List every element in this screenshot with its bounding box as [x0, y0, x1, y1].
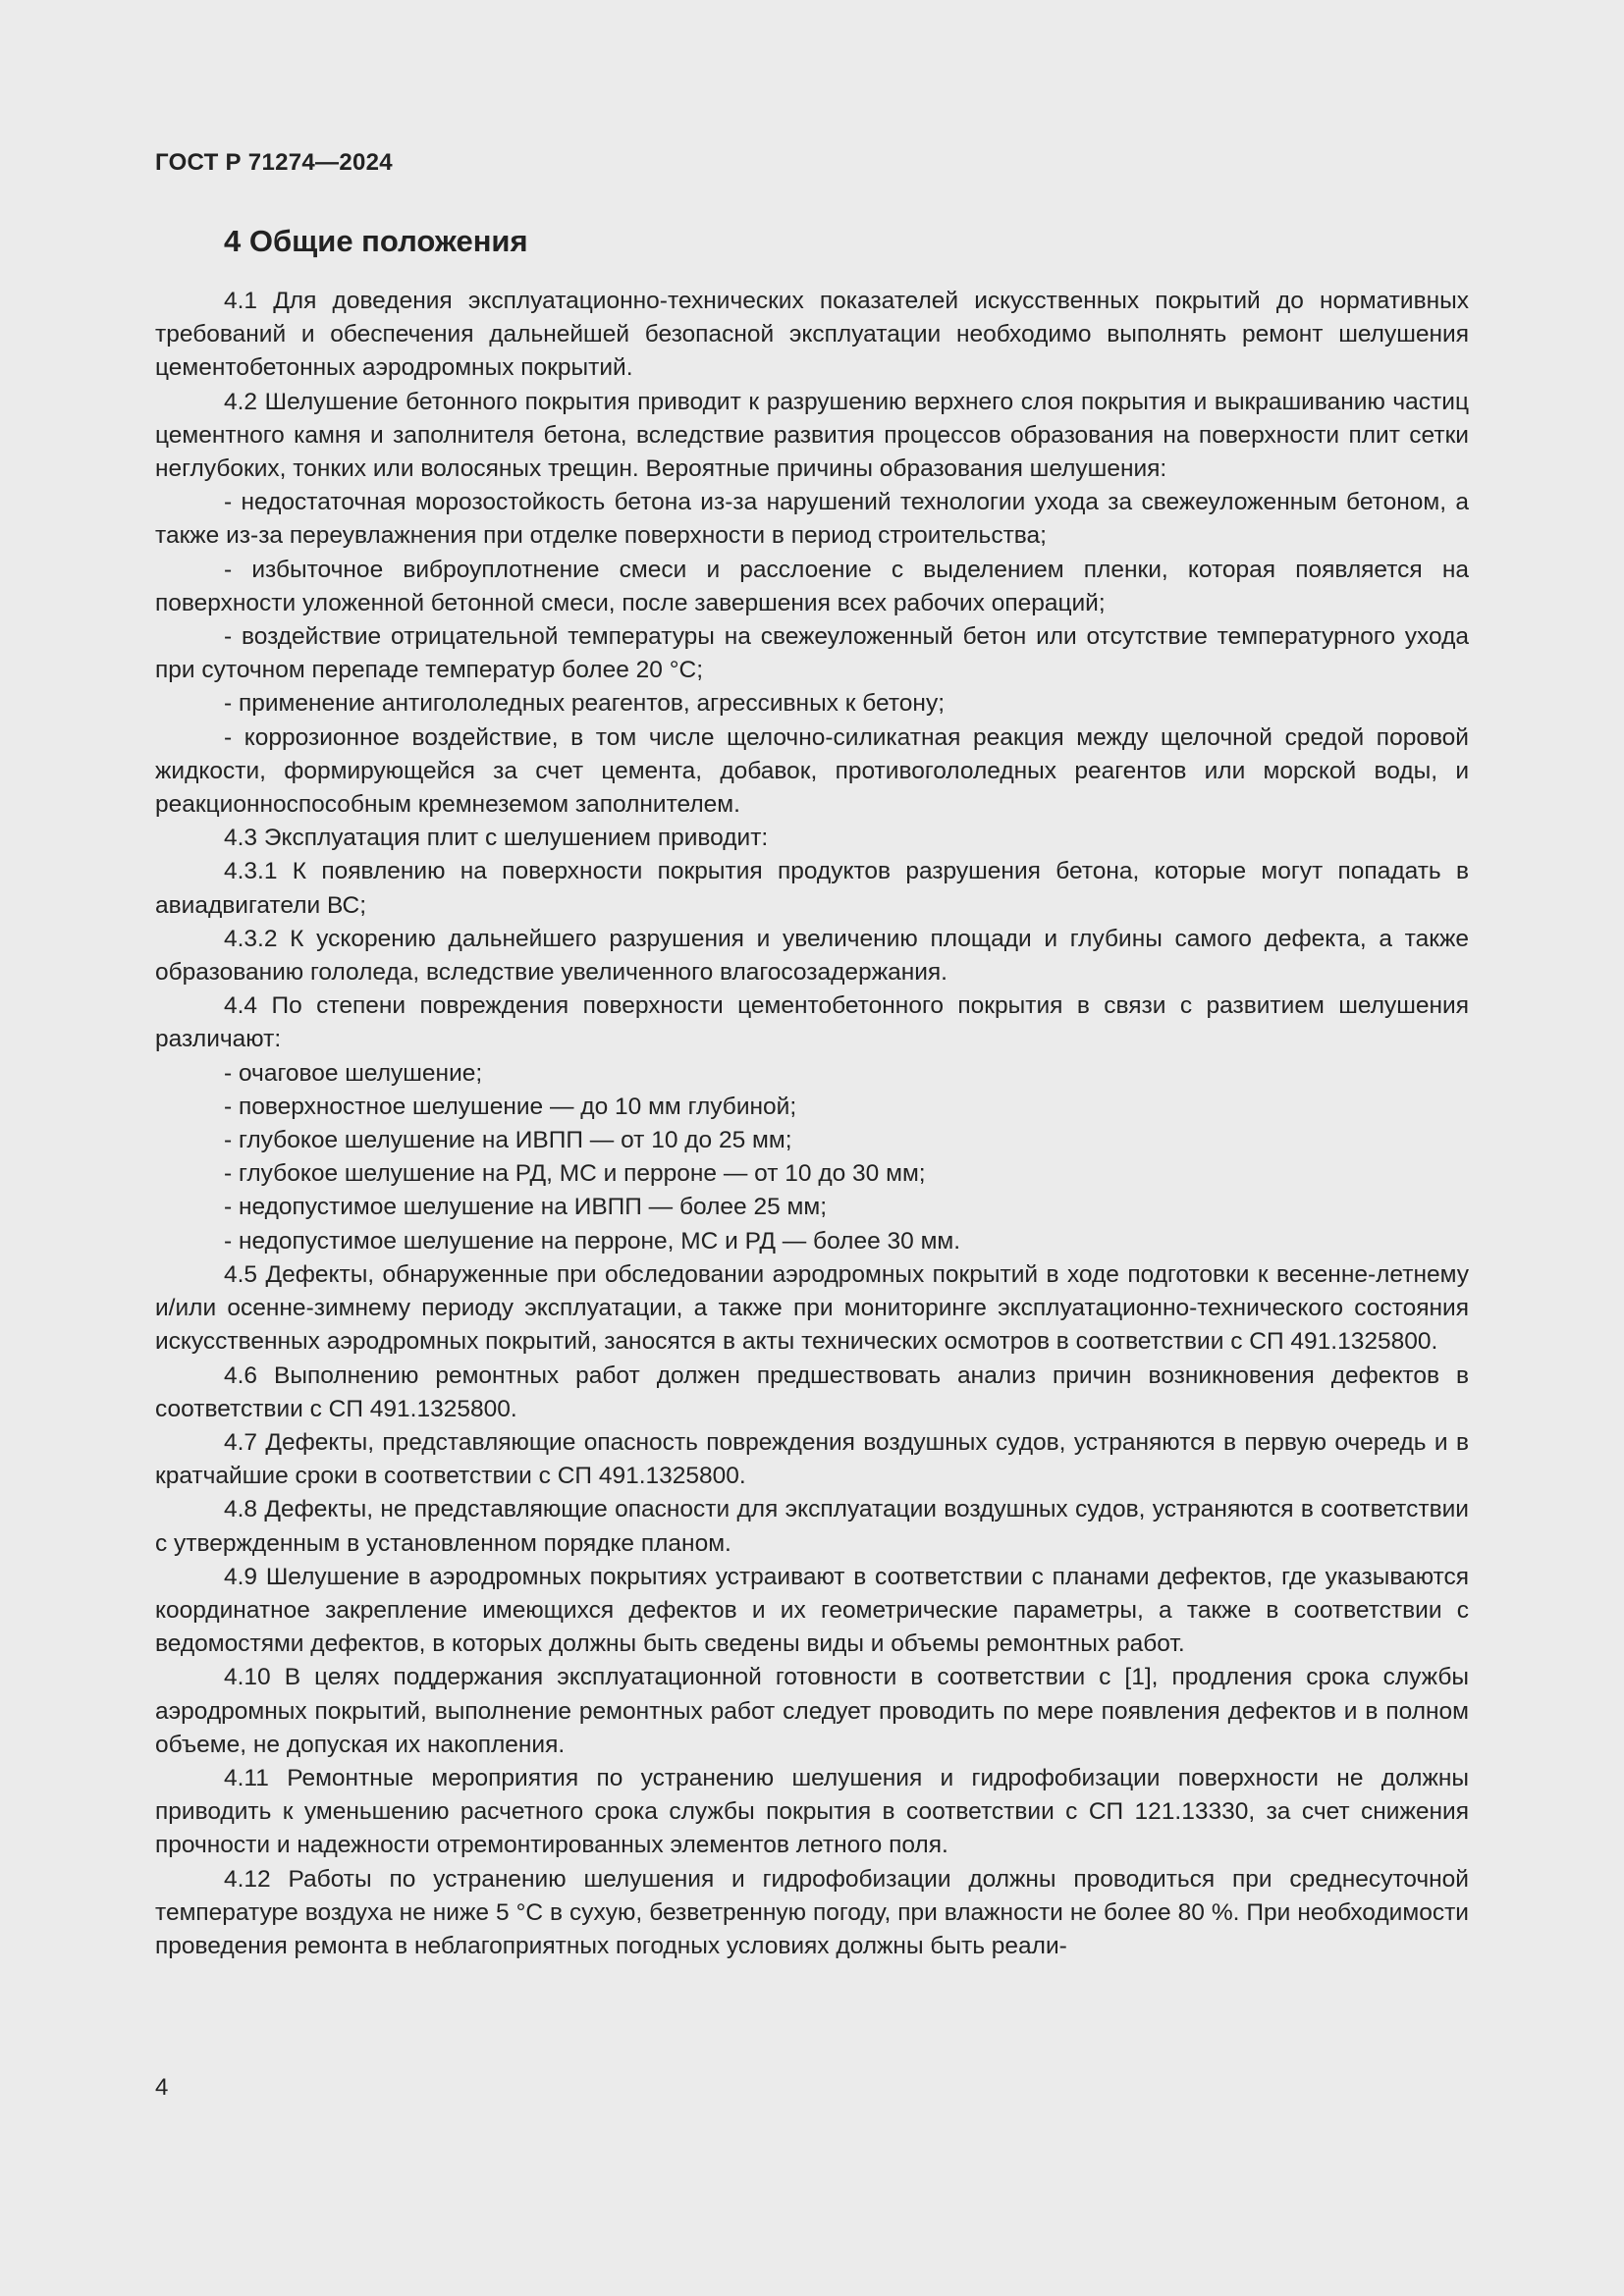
list-item-severity: - недопустимое шелушение на перроне, МС и РД — более 30 мм. [224, 1227, 961, 1255]
paragraph-4-3-1: 4.3.1 К появлению на поверхности покрытия продуктов разрушения бетона, которые могут попадать в авиадвигатели ВС; [155, 858, 1469, 919]
list-item-severity: - очаговое шелушение; [224, 1059, 483, 1087]
list-item-cause: - недостаточная морозостойкость бетона из-за нарушений технологии ухода за свежеуложенным бетоном, а также из-за переувлажнения при отделке поверхности в период строительства; [155, 489, 1469, 550]
paragraph-4-9: 4.9 Шелушение в аэродромных покрытиях устраивают в соответствии с планами дефектов, где указываются координатное закрепление имеющихся дефектов и их геометрические параметры, а также в соответствии с ведомостями дефектов, в которых должны быть сведены виды и объемы ремонтных работ. [155, 1563, 1469, 1658]
paragraph-4-10: 4.10 В целях поддержания эксплуатационной готовности в соответствии с [1], продления срока службы аэродромных покрытий, выполнение ремонтных работ следует проводить по мере появления дефектов и в полном объеме, не допуская их накопления. [155, 1664, 1469, 1758]
list-item-severity: - глубокое шелушение на ИВПП — от 10 до 25 мм; [224, 1127, 792, 1154]
document-code-header: ГОСТ Р 71274—2024 [155, 149, 393, 176]
paragraph-4-1: 4.1 Для доведения эксплуатационно-технических показателей искусственных покрытий до нормативных требований и обеспечения дальнейшей безопасной эксплуатации необходимо выполнять ремонт шелушения цементобетонных аэродромных покрытий. [155, 288, 1469, 382]
page-number: 4 [155, 2074, 169, 2101]
paragraph-4-3-2: 4.3.2 К ускорению дальнейшего разрушения и увеличению площади и глубины самого дефекта, а также образованию гололеда, вследствие увеличенного влагосозадержания. [155, 925, 1469, 987]
paragraph-4-5: 4.5 Дефекты, обнаруженные при обследовании аэродромных покрытий в ходе подготовки к весенне-летнему и/или осенне-зимнему периоду эксплуатации, а также при мониторинге эксплуатационно-технического состояния искусственных аэродромных покрытий, заносятся в акты технических осмотров в соответствии с СП 491.1325800. [155, 1260, 1469, 1356]
paragraph-4-2: 4.2 Шелушение бетонного покрытия приводит к разрушению верхнего слоя покрытия и выкрашиванию частиц цементного камня и заполнителя бетона, вследствие развития процессов образования на поверхности плит сетки неглубоких, тонких или волосяных трещин. Вероятные причины образования шелушения: [155, 388, 1469, 483]
list-item-cause: - коррозионное воздействие, в том числе щелочно-силикатная реакция между щелочной средой поровой жидкости, формирующейся за счет цемента, добавок, противогололедных реагентов или морской воды, и реакционноспособным кремнеземом заполнителем. [155, 723, 1469, 819]
list-item-severity: - недопустимое шелушение на ИВПП — более 25 мм; [224, 1194, 828, 1221]
section-body [155, 285, 1469, 1963]
list-item-severity: - поверхностное шелушение — до 10 мм глубиной; [224, 1093, 797, 1120]
paragraph-4-7: 4.7 Дефекты, представляющие опасность повреждения воздушных судов, устраняются в первую очередь и в кратчайшие сроки в соответствии с СП 491.1325800. [155, 1428, 1469, 1490]
paragraph-4-4: 4.4 По степени повреждения поверхности цементобетонного покрытия в связи с развитием шелушения различают: [155, 992, 1469, 1053]
paragraph-4-6: 4.6 Выполнению ремонтных работ должен предшествовать анализ причин возникновения дефектов в соответствии с СП 491.1325800. [155, 1362, 1469, 1422]
paragraph-4-12: 4.12 Работы по устранению шелушения и гидрофобизации должны проводиться при среднесуточной температуре воздуха не ниже 5 °C в сухую, безветренную погоду, при влажности не более 80 %. При необходимости проведения ремонта в неблагоприятных погодных условиях должны быть реали- [155, 1865, 1469, 1959]
list-item-cause: - воздействие отрицательной температуры на свежеуложенный бетон или отсутствие температурного ухода при суточном перепаде температур более 20 °C; [155, 623, 1469, 684]
list-item-cause: - применение антигололедных реагентов, агрессивных к бетону; [224, 690, 945, 718]
paragraph-4-3: 4.3 Эксплуатация плит с шелушением приводит: [224, 825, 769, 852]
paragraph-4-8: 4.8 Дефекты, не представляющие опасности для эксплуатации воздушных судов, устраняются в соответствии с утвержденным в установленном порядке планом. [155, 1496, 1469, 1557]
list-item-severity: - глубокое шелушение на РД, МС и перроне — от 10 до 30 мм; [224, 1160, 926, 1188]
section-title: 4 Общие положения [224, 224, 528, 258]
paragraph-4-11: 4.11 Ремонтные мероприятия по устранению шелушения и гидрофобизации поверхности не должны приводить к уменьшению расчетного срока службы покрытия в соответствии с СП 121.13330, за счет снижения прочности и надежности отремонтированных элементов летного поля. [155, 1764, 1469, 1859]
list-item-cause: - избыточное виброуплотнение смеси и расслоение с выделением пленки, которая появляется на поверхности уложенной бетонной смеси, после завершения всех рабочих операций; [155, 556, 1469, 616]
